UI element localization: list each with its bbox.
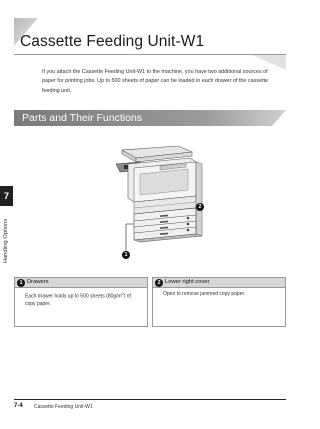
panel-cover-desc: Open to remove jammed copy paper. (163, 291, 246, 297)
footer-running-title: Cassette Feeding Unit-W1 (34, 403, 93, 410)
panel-drawers-number: 1 (17, 279, 25, 287)
chapter-tab[interactable]: 7 (0, 186, 13, 206)
callout-2: 2 (196, 203, 204, 211)
machine-illustration (100, 138, 210, 270)
panel-cover-title: Lower right cover (165, 279, 210, 285)
panel-cover-number: 2 (155, 279, 163, 287)
panel-cover-header (153, 278, 285, 288)
panel-drawers-title: Drawers (27, 279, 49, 285)
title-rule (14, 54, 286, 55)
drawers-desc-text-end: ) of copy paper. (25, 293, 131, 308)
intro-paragraph: If you attach the Cassette Feeding Unit-W1 to the machine, you have two additional sources of paper for printing jobs. Up to 500 sheets of paper can be loaded in each drawer of the cassette feeding unit. (42, 69, 268, 94)
panel-lower-right-cover (152, 277, 286, 327)
panel-drawers-desc (15, 288, 147, 308)
panel-drawers-header (15, 278, 147, 288)
chapter-title: Cassette Feeding Unit-W1 (20, 33, 205, 50)
callout-1: 1 (122, 251, 130, 259)
drawers-desc-sup: 2 (121, 292, 124, 296)
panel-drawers (14, 277, 148, 327)
drawers-desc-text: Each drawer holds up to 500 sheets (80g/m (25, 293, 122, 300)
footer-rule (14, 399, 286, 400)
page-number: 7-4 (14, 403, 23, 409)
chapter-side-label (0, 210, 12, 272)
chapter-name: Handling Options (3, 218, 9, 264)
section-title: Parts and Their Functions (22, 112, 143, 124)
